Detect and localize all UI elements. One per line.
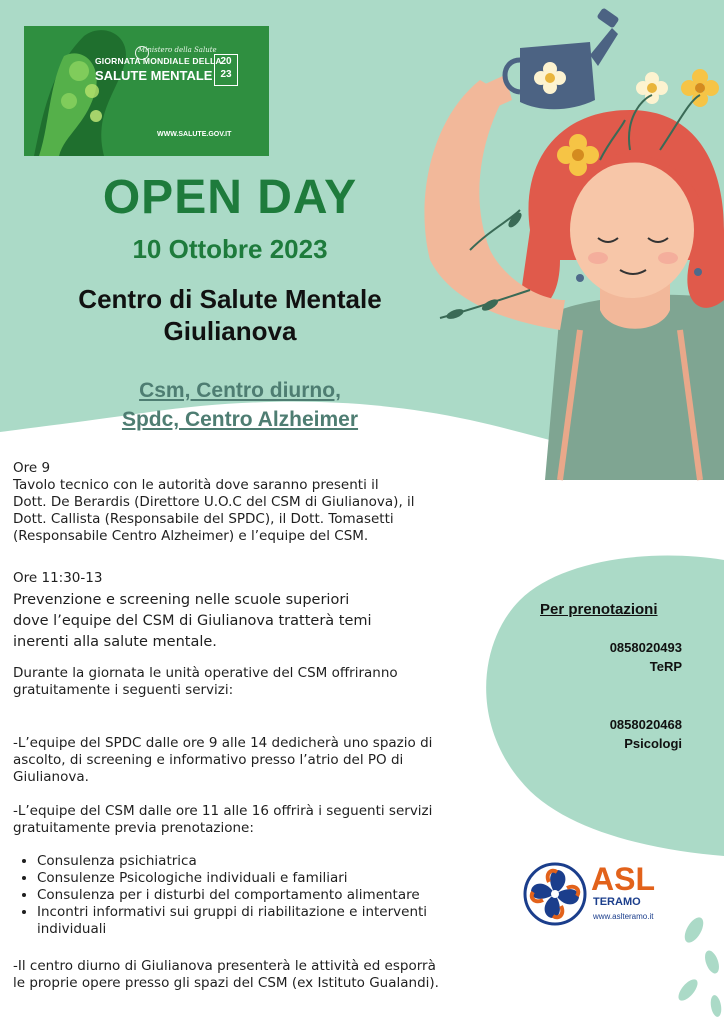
paragraph-line: -L’equipe del SPDC dalle ore 9 alle 14 dedicherà uno spazio di bbox=[13, 735, 433, 751]
decor-leaves bbox=[675, 914, 723, 1017]
banner-line2: SALUTE MENTALE bbox=[95, 68, 213, 83]
phone-number[interactable]: 0858020493 bbox=[609, 640, 682, 655]
asl-website[interactable]: www.aslteramo.it bbox=[593, 912, 654, 921]
contact-psicologi bbox=[610, 715, 682, 753]
banner-year bbox=[214, 54, 238, 86]
phone-number[interactable]: 0858020468 bbox=[609, 717, 682, 732]
paragraph-line: Giulianova. bbox=[13, 769, 89, 785]
ministry-label: Ministero della Salute bbox=[138, 46, 217, 54]
list-item: • Incontri informativi sui gruppi di riabilitazione e interventi individuali bbox=[37, 904, 457, 938]
asl-propeller-icon bbox=[521, 860, 589, 928]
services-list bbox=[13, 853, 457, 938]
banner-year-bottom: 23 bbox=[220, 69, 232, 80]
paragraph-line: (Responsabile Centro Alzheimer) e l’equipe del CSM. bbox=[13, 528, 369, 544]
page-title: OPEN DAY bbox=[102, 171, 358, 224]
center-name-line2: Giulianova bbox=[163, 316, 297, 346]
booking-title: Per prenotazioni bbox=[540, 601, 658, 618]
contact-label: TeRP bbox=[649, 659, 682, 674]
services-line2: Spdc, Centro Alzheimer bbox=[121, 408, 359, 431]
event-date: 10 Ottobre 2023 bbox=[132, 234, 328, 264]
center-name bbox=[0, 283, 460, 347]
paragraph-line: gratuitamente i seguenti servizi: bbox=[13, 682, 234, 698]
paragraph-line: Dott. Callista (Responsabile del SPDC), il Dott. Tomasetti bbox=[13, 511, 394, 527]
contact-terp bbox=[610, 638, 682, 676]
list-item: • Consulenza per i disturbi del comportamento alimentare bbox=[37, 887, 457, 904]
time-slot-1: Ore 9 bbox=[13, 460, 51, 476]
paragraph-line: Prevenzione e screening nelle scuole superiori bbox=[13, 592, 350, 608]
list-item: • Consulenze Psicologiche individuali e familiari bbox=[37, 870, 457, 887]
banner-line1: GIORNATA MONDIALE DELLA bbox=[95, 56, 222, 66]
paragraph-line: Durante la giornata le unità operative del CSM offriranno bbox=[13, 665, 398, 681]
paragraph-line: -L’equipe del CSM dalle ore 11 alle 16 offrirà i seguenti servizi bbox=[13, 803, 433, 819]
banner-year-top: 20 bbox=[220, 56, 232, 67]
paragraph-1 bbox=[13, 477, 415, 545]
services-subtitle bbox=[0, 376, 480, 434]
paragraph-6 bbox=[13, 958, 439, 992]
asl-logo-text: ASL bbox=[591, 861, 655, 897]
paragraph-line: le proprie opere presso gli spazi del CSM (ex Istituto Gualandi). bbox=[13, 975, 439, 991]
contact-label: Psicologi bbox=[624, 736, 682, 751]
paragraph-4 bbox=[13, 735, 432, 786]
paragraph-line: -Il centro diurno di Giulianova presenterà le attività ed esporrà bbox=[13, 958, 436, 974]
paragraph-2 bbox=[13, 590, 372, 653]
list-item: • Consulenza psichiatrica bbox=[37, 853, 457, 870]
paragraph-line: dove l’equipe del CSM di Giulianova tratterà temi bbox=[13, 613, 372, 629]
paragraph-3 bbox=[13, 665, 398, 699]
asl-city: TERAMO bbox=[593, 896, 641, 908]
paragraph-line: Dott. De Berardis (Direttore U.O.C del CSM di Giulianova), il bbox=[13, 494, 415, 510]
paragraph-line: inerenti alla salute mentale. bbox=[13, 634, 217, 650]
paragraph-line: Tavolo tecnico con le autorità dove saranno presenti il bbox=[13, 477, 379, 493]
paragraph-line: gratuitamente previa prenotazione: bbox=[13, 820, 254, 836]
services-line1: Csm, Centro diurno, bbox=[139, 379, 341, 402]
paragraph-line: ascolto, di screening e informativo presso l’atrio del PO di bbox=[13, 752, 404, 768]
time-slot-2: Ore 11:30-13 bbox=[13, 570, 103, 586]
paragraph-5 bbox=[13, 803, 432, 837]
banner-website: WWW.SALUTE.GOV.IT bbox=[157, 131, 232, 138]
center-name-line1: Centro di Salute Mentale bbox=[78, 284, 382, 314]
